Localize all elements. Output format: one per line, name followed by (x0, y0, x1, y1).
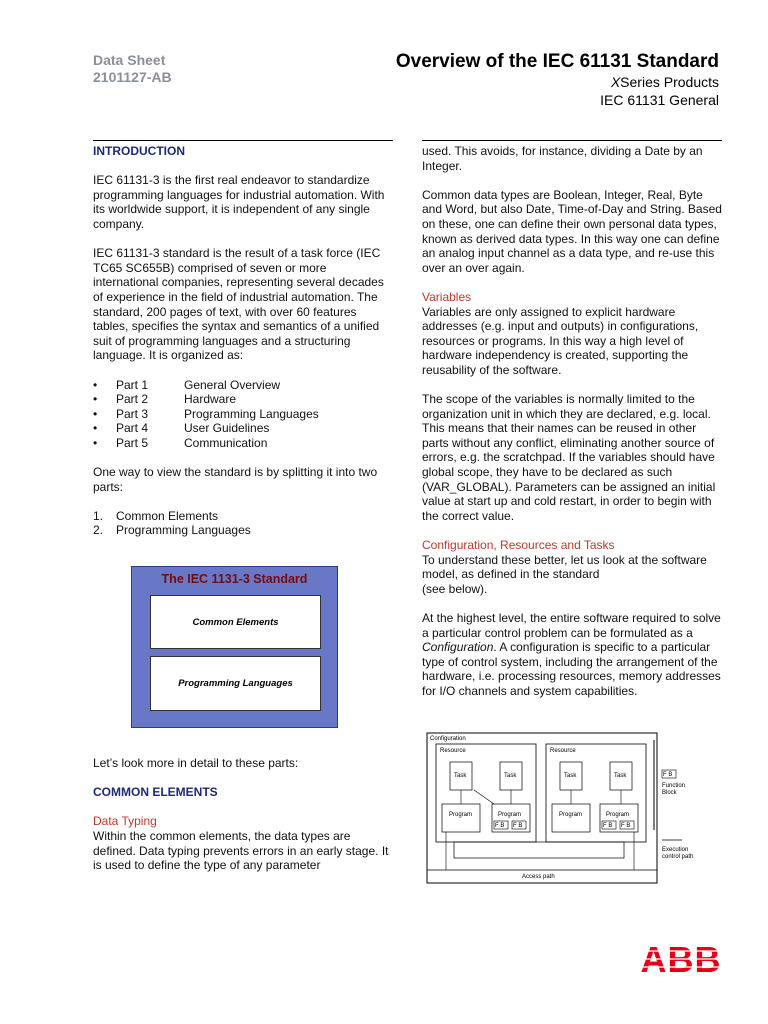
list-item (93, 523, 393, 538)
config-text-b: . A configuration is specific to a particular type of control system, including the arrangement of the hardware, i.e. processing resources, memory addresses for I/O channels and system capabilities. (422, 640, 721, 698)
doc-number: 2101127-AB (93, 69, 172, 85)
legend-function-label: Function (662, 783, 686, 789)
left-column-lower (93, 756, 393, 873)
software-model-diagram (424, 730, 724, 885)
page-title: Overview of the IEC 61131 Standard (395, 51, 719, 72)
part-number: Part 1 (116, 377, 149, 392)
part-number: Part 5 (116, 435, 149, 450)
resource-label-1: Resource (440, 748, 466, 754)
list-item (93, 378, 393, 393)
subtitle-x: X (610, 74, 621, 90)
data-type-paragraph-1: used. This avoids, for instance, dividing a Date by an Integer. (422, 144, 703, 173)
list-number: 2. (93, 523, 104, 538)
task-label-4: Task (614, 773, 627, 779)
fb-label-4: F B (621, 823, 631, 829)
standard-figure-title: The IEC 1131-3 Standard (161, 572, 308, 586)
subtitle-general: IEC 61131 General (600, 92, 719, 108)
part-name: General Overview (184, 377, 281, 392)
configuration-paragraph-1b: (see below). (422, 581, 488, 596)
left-header-rule (93, 140, 393, 141)
fb-label-1: F B (495, 823, 505, 829)
subtitle-series-text: Series Products (620, 74, 719, 90)
part-name: Hardware (184, 392, 237, 407)
common-elements-box: Common Elements (150, 595, 321, 649)
detail-paragraph: Let’s look more in detail to these parts: (93, 756, 299, 770)
abb-logo-svg (641, 942, 721, 976)
list-item (93, 407, 393, 422)
abb-logo (641, 942, 721, 981)
list-text: Common Elements (116, 508, 219, 523)
data-typing-heading: Data Typing (93, 814, 157, 829)
task-label-1: Task (454, 773, 467, 779)
task-label-3: Task (564, 773, 577, 779)
configuration-heading: Configuration, Resources and Tasks (422, 538, 615, 553)
split-paragraph: One way to view the standard is by splitting it into two parts: (93, 465, 378, 494)
abb-logo-text: ABB (641, 942, 721, 976)
task-label-2: Task (504, 773, 517, 779)
access-path-label: Access path (522, 874, 555, 880)
resource-label-2: Resource (550, 748, 576, 754)
list-item (93, 509, 393, 524)
fb-label-2: F B (513, 823, 523, 829)
program-label-1: Program (449, 812, 473, 818)
program-label-4: Program (606, 812, 630, 818)
configuration-paragraph-1: To understand these better, let us look at the software model, as defined in the standard (422, 552, 707, 582)
parts-list (93, 378, 393, 451)
program-label-2: Program (498, 812, 522, 818)
intro-paragraph-1: IEC 61131-3 is the first real endeavor to standardize programming languages for industrial automation. With its worldwide support, it is independent of any single company. (93, 173, 385, 231)
execution-path-box (454, 842, 624, 858)
part-number: Part 3 (116, 406, 149, 421)
bullet: • (93, 392, 98, 407)
right-column (422, 144, 722, 699)
fb-label-3: F B (603, 823, 613, 829)
bullet: • (93, 406, 98, 421)
bullet: • (93, 377, 98, 392)
left-column (93, 144, 393, 538)
right-header-rule (422, 140, 722, 141)
list-item (93, 392, 393, 407)
bullet: • (93, 435, 98, 450)
part-name: Programming Languages (184, 406, 319, 421)
legend-fb-label: F B (663, 772, 673, 778)
part-name: User Guidelines (184, 421, 270, 436)
intro-paragraph-2: IEC 61131-3 standard is the result of a task force (IEC TC65 SC655B) comprised of seven or more international companies, representing several decades of experience in the field of industrial automation. The standard, 200 pages of text, with over 60 features tables, specifies the syntax and semantics of a unified suit of programming languages and a structuring language. It is organized as: (93, 246, 384, 363)
program-label-3: Program (559, 812, 583, 818)
legend-execution-label: Execution (662, 847, 689, 853)
doc-type: Data Sheet (93, 52, 166, 68)
common-elements-heading: COMMON ELEMENTS (93, 785, 218, 800)
split-list (93, 509, 393, 538)
configuration-label: Configuration (430, 736, 466, 742)
configuration-paragraph-2 (422, 611, 722, 699)
list-number: 1. (93, 508, 104, 523)
data-type-paragraph-2: Common data types are Boolean, Integer, Real, Byte and Word, but also Date, Time-of-Day and String. Based on these, one can define their own personal data types, known as derived data types. In this way one can define an analog input channel as a data type, and re-use this over an over again. (422, 187, 722, 275)
variables-paragraph-1: Variables are only assigned to explicit hardware addresses (e.g. input and outputs) in configurations, resources or programs. In this way a high level of hardware independency is created, supporting the reusability of the software. (422, 304, 699, 377)
data-typing-paragraph: Within the common elements, the data types are defined. Data typing prevents errors in an early stage. It is used to define the type of any parameter (93, 828, 389, 873)
part-name: Communication (184, 435, 268, 450)
program-box-1 (442, 804, 480, 832)
program-box-3 (552, 804, 590, 832)
intro-heading: INTRODUCTION (93, 144, 185, 158)
variables-heading: Variables (422, 289, 472, 304)
list-text: Programming Languages (116, 523, 251, 538)
task-link-2 (474, 790, 494, 804)
list-item (93, 421, 393, 436)
config-text-a: At the highest level, the entire software required to solve a particular control problem can be formulated as a (422, 611, 721, 640)
part-number: Part 2 (116, 392, 149, 407)
doc-type-label (93, 52, 172, 86)
legend-block-label: Block (662, 790, 677, 796)
config-text-em: Configuration (422, 640, 494, 655)
part-number: Part 4 (116, 421, 149, 436)
list-item (93, 436, 393, 451)
legend-control-path-label: control path (662, 854, 694, 860)
bullet: • (93, 421, 98, 436)
programming-languages-box: Programming Languages (150, 656, 321, 711)
software-model-svg (424, 730, 724, 885)
subtitle-series (396, 73, 719, 91)
standard-figure (131, 566, 338, 728)
variables-paragraph-2: The scope of the variables is normally limited to the organization unit in which they are declared, e.g. local. This means that their names can be reused in other parts without any conflict, eliminating another source of errors, e.g. the scratchpad. If the variables should have global scope, they have to be declared as such (VAR_GLOBAL). Parameters can be assigned an initial value at start up and cold restart, in order to begin with the correct value. (422, 392, 716, 523)
title-block (396, 50, 719, 109)
